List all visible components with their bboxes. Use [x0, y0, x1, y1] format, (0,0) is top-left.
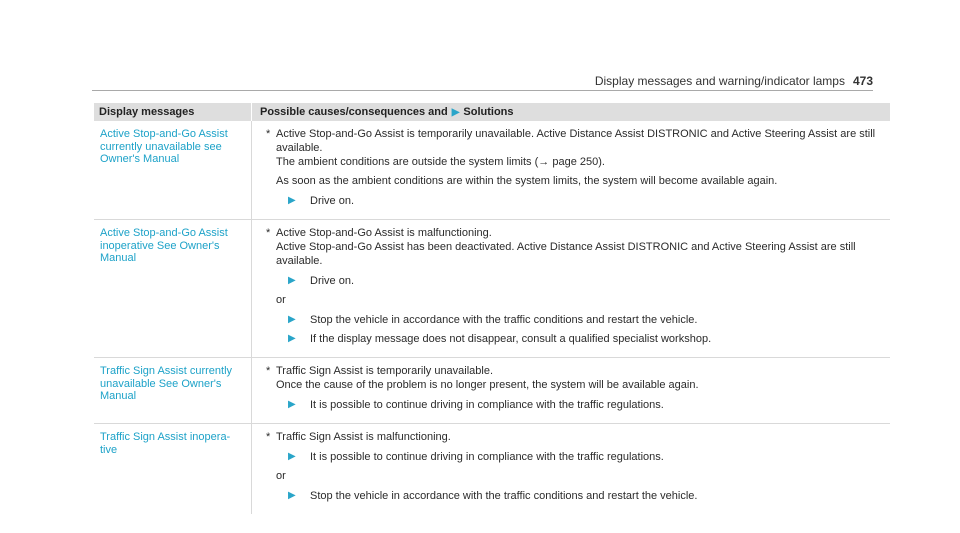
action-arrow-icon: ▶ — [288, 195, 296, 206]
action-arrow-icon: ▶ — [288, 490, 296, 501]
cause-text: Traffic Sign Assist is temporarily unavailable. — [276, 365, 494, 377]
header-divider — [92, 90, 873, 91]
or-separator: or — [276, 294, 286, 306]
table-row — [94, 220, 890, 358]
action-arrow-icon: ▶ — [288, 333, 296, 344]
solution-text: If the display message does not disappear, consult a qualified specialist workshop. — [310, 333, 712, 345]
display-message: Active Stop-and-Go Assist currently unavailable see Owner's Manual — [94, 121, 252, 219]
solution-step — [276, 274, 882, 288]
header-title: Display messages and warning/indicator lamps — [594, 74, 845, 88]
consequence-text: The ambient conditions are outside the system limits (→ page 250). — [276, 156, 605, 168]
action-arrow-icon: ▶ — [288, 275, 296, 286]
causes-solutions — [252, 121, 890, 219]
solution-text: It is possible to continue driving in compliance with the traffic regulations. — [310, 451, 664, 463]
cause-text: Traffic Sign Assist is malfunctioning. — [276, 431, 451, 443]
table-header — [94, 103, 890, 121]
cause — [266, 364, 882, 378]
cause — [266, 430, 882, 444]
cause-text: Active Stop-and-Go Assist is malfunctioning. — [276, 227, 492, 239]
solution-step — [276, 398, 882, 412]
consequence-text: As soon as the ambient conditions are within the system limits, the system will become available again. — [276, 175, 778, 187]
col-header-causes: Possible causes/consequences and — [260, 106, 448, 118]
bullet-icon: * — [266, 227, 271, 239]
col-header-causes-solutions — [252, 103, 890, 121]
or-separator: or — [276, 470, 286, 482]
action-arrow-icon: ▶ — [288, 314, 296, 325]
action-arrow-icon: ▶ — [288, 451, 296, 462]
page-number: 473 — [852, 74, 873, 88]
cause — [266, 226, 882, 240]
solution-text: Drive on. — [310, 275, 355, 287]
solution-step — [276, 450, 882, 464]
solution-text: It is possible to continue driving in compliance with the traffic regulations. — [310, 399, 664, 411]
solution-step — [276, 332, 882, 346]
cause-text: Active Stop-and-Go Assist is temporarily unavailable. Active Distance Assist DISTRONIC and Active Steering Assist are still available. — [276, 128, 876, 154]
page-header — [587, 74, 873, 88]
causes-solutions — [252, 424, 890, 514]
action-arrow-icon: ▶ — [451, 106, 460, 118]
solution-step — [276, 313, 882, 327]
display-message: Traffic Sign Assist inopera- tive — [94, 424, 252, 514]
solution-step — [276, 194, 882, 208]
table-row — [94, 121, 890, 220]
bullet-icon: * — [266, 365, 271, 377]
solution-step — [276, 489, 882, 503]
cause — [266, 127, 882, 155]
display-message: Traffic Sign Assist currently unavailable See Owner's Manual — [94, 358, 252, 423]
table-row — [94, 358, 890, 424]
solution-text: Stop the vehicle in accordance with the traffic conditions and restart the vehicle. — [310, 314, 698, 326]
col-header-messages: Display messages — [94, 103, 252, 121]
bullet-icon: * — [266, 128, 271, 140]
consequence-text: Once the cause of the problem is no longer present, the system will be available again. — [276, 379, 699, 391]
causes-solutions — [252, 220, 890, 357]
solution-text: Drive on. — [310, 195, 355, 207]
causes-solutions — [252, 358, 890, 423]
display-message: Active Stop-and-Go Assist inoperative See Owner's Manual — [94, 220, 252, 357]
bullet-icon: * — [266, 431, 271, 443]
solution-text: Stop the vehicle in accordance with the traffic conditions and restart the vehicle. — [310, 490, 698, 502]
consequence-text: Active Stop-and-Go Assist has been deactivated. Active Distance Assist DISTRONIC and Active Steering Assist are still available. — [276, 241, 856, 267]
col-header-solutions: Solutions — [463, 106, 514, 118]
action-arrow-icon: ▶ — [288, 399, 296, 410]
messages-table — [94, 103, 890, 514]
table-row — [94, 424, 890, 514]
